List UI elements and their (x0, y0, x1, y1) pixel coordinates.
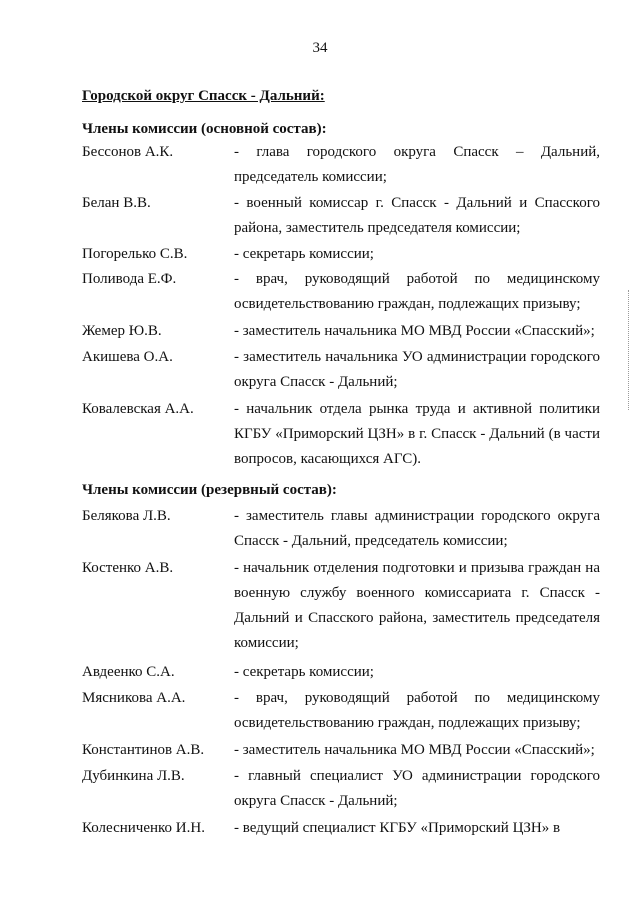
member-name: Акишева О.А. (82, 349, 173, 365)
member-role: - секретарь комиссии; (234, 664, 374, 680)
member-name: Бессонов А.К. (82, 144, 174, 160)
member-name: Белякова Л.В. (82, 508, 171, 524)
member-role: - начальник отдела рынка труда и активной политики КГБУ «Приморский ЦЗН» в г. Спасск - Дальний (в части вопросов, касающихся АГС). (234, 401, 600, 467)
member-entry (82, 140, 600, 190)
member-name: Поливода Е.Ф. (82, 271, 177, 287)
reserve-composition-heading: Члены комиссии (резервный состав): (82, 482, 337, 498)
member-entry (82, 267, 600, 317)
member-role: - заместитель начальника УО администрации городского округа Спасск - Дальний; (234, 349, 600, 390)
member-entry (82, 242, 600, 267)
member-name: Жемер Ю.В. (82, 323, 162, 339)
member-name: Погорелько С.В. (82, 246, 188, 262)
member-entry (82, 738, 600, 763)
member-name: Костенко А.В. (82, 560, 174, 576)
member-name: Авдеенко С.А. (82, 664, 175, 680)
page-number: 34 (312, 40, 328, 56)
scan-margin-artifact (628, 290, 631, 410)
member-role: - врач, руководящий работой по медицинскому освидетельствованию граждан, подлежащих призыву; (234, 271, 600, 312)
member-entry (82, 191, 600, 241)
member-entry (82, 764, 600, 814)
member-role: - глава городского округа Спасск – Дальний, председатель комиссии; (234, 144, 600, 185)
member-name: Мясникова А.А. (82, 690, 186, 706)
member-entry (82, 319, 600, 344)
member-name: Ковалевская А.А. (82, 401, 194, 417)
member-role: - заместитель начальника МО МВД России «Спасский»; (234, 742, 595, 758)
member-name: Дубинкина Л.В. (82, 768, 185, 784)
member-name: Белан В.В. (82, 195, 151, 211)
member-name: Колесниченко И.Н. (82, 820, 205, 836)
member-entry (82, 556, 600, 656)
member-role: - военный комиссар г. Спасск - Дальний и Спасского района, заместитель председателя комиссии; (234, 195, 600, 236)
member-role: - ведущий специалист КГБУ «Приморский ЦЗН» в (234, 820, 561, 836)
district-title: Городской округ Спасск - Дальний: (82, 88, 325, 104)
member-entry (82, 345, 600, 395)
main-composition-heading: Члены комиссии (основной состав): (82, 121, 327, 137)
member-role: - секретарь комиссии; (234, 246, 374, 262)
member-role: - главный специалист УО администрации городского округа Спасск - Дальний; (234, 768, 600, 809)
member-entry (82, 686, 600, 736)
member-entry (82, 660, 600, 685)
member-role: - заместитель главы администрации городского округа Спасск - Дальний, председатель комиссии; (234, 508, 600, 549)
member-entry (82, 504, 600, 554)
member-role: - заместитель начальника МО МВД России «Спасский»; (234, 323, 595, 339)
member-entry (82, 816, 600, 841)
member-entry (82, 397, 600, 472)
member-name: Константинов А.В. (82, 742, 205, 758)
member-role: - врач, руководящий работой по медицинскому освидетельствованию граждан, подлежащих призыву; (234, 690, 600, 731)
member-role: - начальник отделения подготовки и призыва граждан на военную службу военного комиссариата г. Спасск - Дальний и Спасского района, заместитель председателя комиссии; (234, 560, 600, 651)
